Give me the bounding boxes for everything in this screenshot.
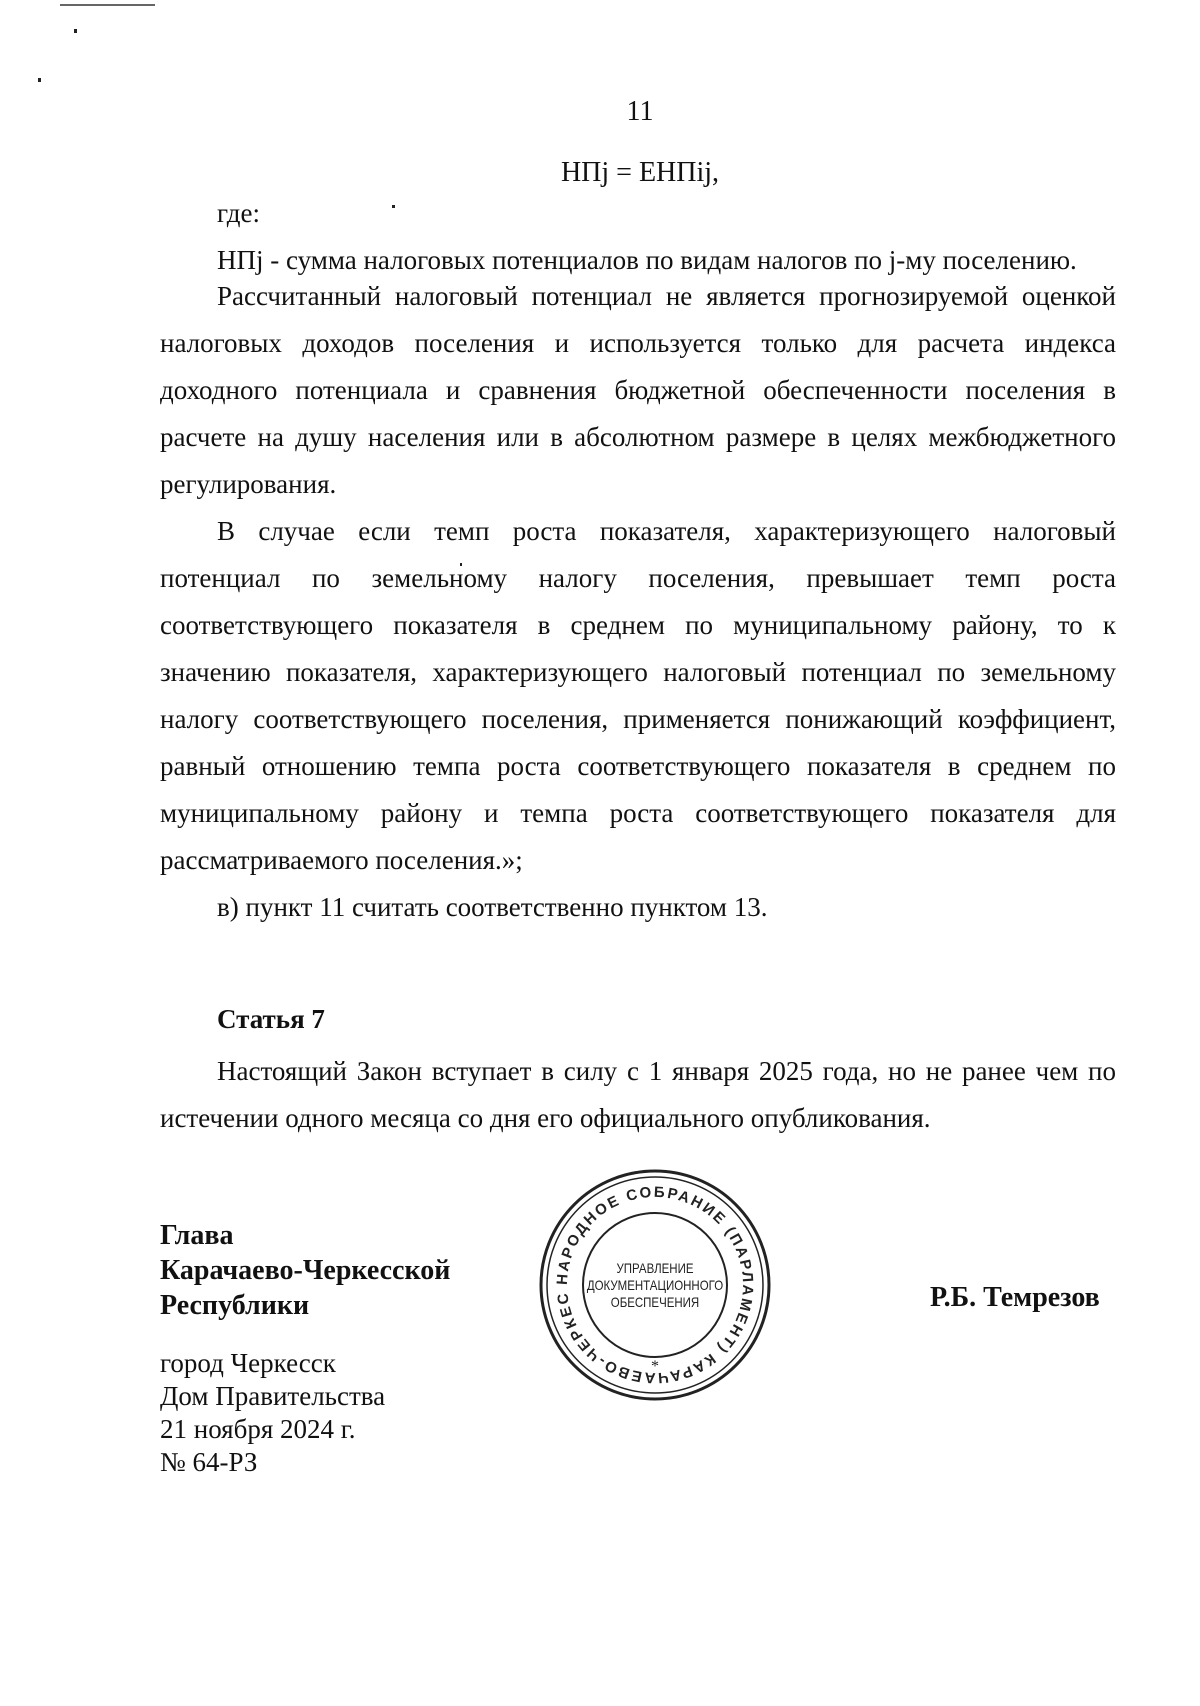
document-number: № 64-РЗ <box>160 1447 258 1477</box>
where-label: где: <box>217 198 260 228</box>
article-heading: Статья 7 <box>217 1004 325 1034</box>
seal-ring-textpath: НАРОДНОЕ СОБРАНИЕ (ПАРЛАМЕНТ) КАРАЧАЕВО-ЧЕРКЕС <box>553 1183 757 1387</box>
signature-title-line: Глава <box>160 1220 234 1251</box>
signature-title <box>160 1218 450 1323</box>
paragraph-2: В случае если темп роста показателя, характеризующего налоговый потенциал по земельному налогу поселения, превышает темп роста соответствующего показателя в среднем по муниципальному району, то к значению показателя, характеризующего налоговый потенциал по земельному налогу соответствующего поселения, применяется понижающий коэффициент, равный отношению темпа роста соответствующего показателя в среднем по муниципальному району и темпа роста соответствующего показателя для рассматриваемого поселения.»; <box>160 516 1116 875</box>
place-and-date <box>160 1347 385 1479</box>
place-building: Дом Правительства <box>160 1381 386 1411</box>
scan-line-artifact <box>60 4 155 6</box>
paragraph-1: Рассчитанный налоговый потенциал не является прогнозируемой оценкой налоговых доходов поселения и используется только для расчета индекса доходного потенциала и сравнения бюджетной обеспеченности поселения в расчете на душу населения или в абсолютном размере в целях межбюджетного регулирования. <box>160 281 1116 499</box>
signature-title-line: Республики <box>160 1290 310 1321</box>
scan-dot-artifact <box>38 78 41 82</box>
article-text: Настоящий Закон вступает в силу с 1 января 2025 года, но не ранее чем по истечении одного месяца со дня его официального опубликования. <box>160 1056 1116 1133</box>
place-city: город Черкесск <box>160 1348 336 1378</box>
formula: НПj = ЕНПij, <box>560 157 720 188</box>
main-text <box>160 273 1116 931</box>
where-definition: НПj - сумма налоговых потенциалов по видам налогов по j-му поселению. <box>217 245 1077 275</box>
article-block <box>160 1048 1116 1142</box>
seal-center-line: УПРАВЛЕНИЕ <box>616 1259 694 1276</box>
official-seal <box>535 1165 775 1405</box>
scan-dot-artifact <box>74 29 77 33</box>
page-number: 11 <box>626 96 654 127</box>
seal-center-line: ОБЕСПЕЧЕНИЯ <box>610 1293 700 1310</box>
signatory-name: Р.Б. Темрезов <box>930 1282 1100 1313</box>
document-date: 21 ноября 2024 г. <box>160 1414 356 1444</box>
seal-center <box>557 1165 754 1405</box>
seal-star: * <box>651 1358 659 1375</box>
where-block <box>160 190 1116 284</box>
seal-center-line: ДОКУМЕНТАЦИОННОГО <box>586 1276 724 1293</box>
signature-title-line: Карачаево-Черкесской <box>160 1255 451 1286</box>
paragraph-3: в) пункт 11 считать соответственно пунктом 13. <box>217 892 768 922</box>
